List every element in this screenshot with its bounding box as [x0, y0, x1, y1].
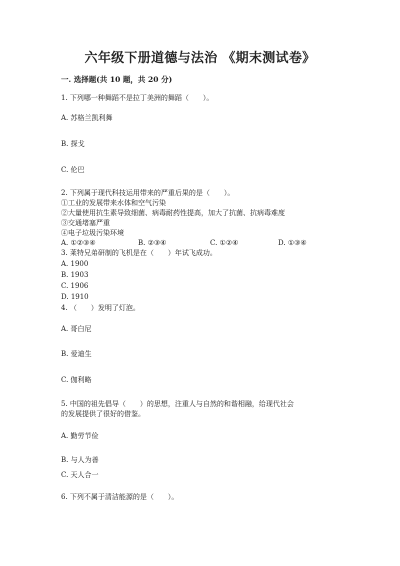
question-2-option-c[interactable]: C. ①②④ [210, 239, 239, 247]
question-6-stem: 6. 下列不属于清洁能源的是（ ）。 [61, 493, 179, 501]
page-title: 六年级下册道德与法治 《期末测试卷》 [84, 51, 316, 66]
question-2-item-2: ②大量使用抗生素导致细菌、病毒耐药性提高，加大了抗菌、抗病毒难度 [61, 209, 285, 217]
question-4-option-b[interactable]: B. 爱迪生 [61, 350, 92, 358]
question-2-option-b[interactable]: B. ②③④ [138, 239, 167, 247]
question-1-option-c[interactable]: C. 伦巴 [61, 166, 85, 174]
question-3-stem: 3. 莱特兄弟研制的飞机是在（ ）年试飞成功。 [61, 249, 217, 257]
question-4-stem: 4. （ ）发明了灯泡。 [61, 304, 140, 312]
question-1-stem: 1. 下列哪一种舞蹈不是拉丁美洲的舞蹈（ ）。 [61, 94, 214, 102]
question-5-option-b[interactable]: B. 与人为善 [61, 456, 99, 464]
question-1-option-b[interactable]: B. 探戈 [61, 140, 85, 148]
question-2-option-a[interactable]: A. ①②③④ [61, 239, 96, 247]
question-5-option-a[interactable]: A. 勤劳节俭 [61, 432, 99, 440]
question-3-option-c[interactable]: C. 1906 [61, 282, 89, 290]
question-3-option-a[interactable]: A. 1900 [61, 260, 89, 268]
question-2-stem: 2. 下列属于现代科技运用带来的严重后果的是（ ）。 [61, 189, 235, 197]
question-2-item-1: ①工业的发展带来水体和空气污染 [61, 199, 166, 207]
question-5-option-c[interactable]: C. 天人合一 [61, 471, 99, 479]
question-4-option-c[interactable]: C. 伽利略 [61, 376, 92, 384]
question-2-item-4: ④电子垃圾污染环境 [61, 229, 124, 237]
question-4-option-a[interactable]: A. 哥白尼 [61, 325, 92, 333]
question-5-stem-line-1: 5. 中国的祖先倡导（ ）的思想，注重人与自然的和谐相融，给现代社会 [61, 400, 294, 408]
question-2-option-d[interactable]: D. ①③④ [278, 239, 307, 247]
section-heading: 一. 选择题(共 10 题，共 20 分) [61, 75, 173, 84]
question-2-item-3: ③交通堵塞严重 [61, 219, 110, 227]
question-3-option-d[interactable]: D. 1910 [61, 293, 89, 301]
question-3-option-b[interactable]: B. 1903 [61, 271, 89, 279]
question-5-stem-line-2: 的发展提供了很好的借鉴。 [61, 410, 145, 418]
question-1-option-a[interactable]: A. 苏格兰凯利舞 [61, 114, 113, 122]
